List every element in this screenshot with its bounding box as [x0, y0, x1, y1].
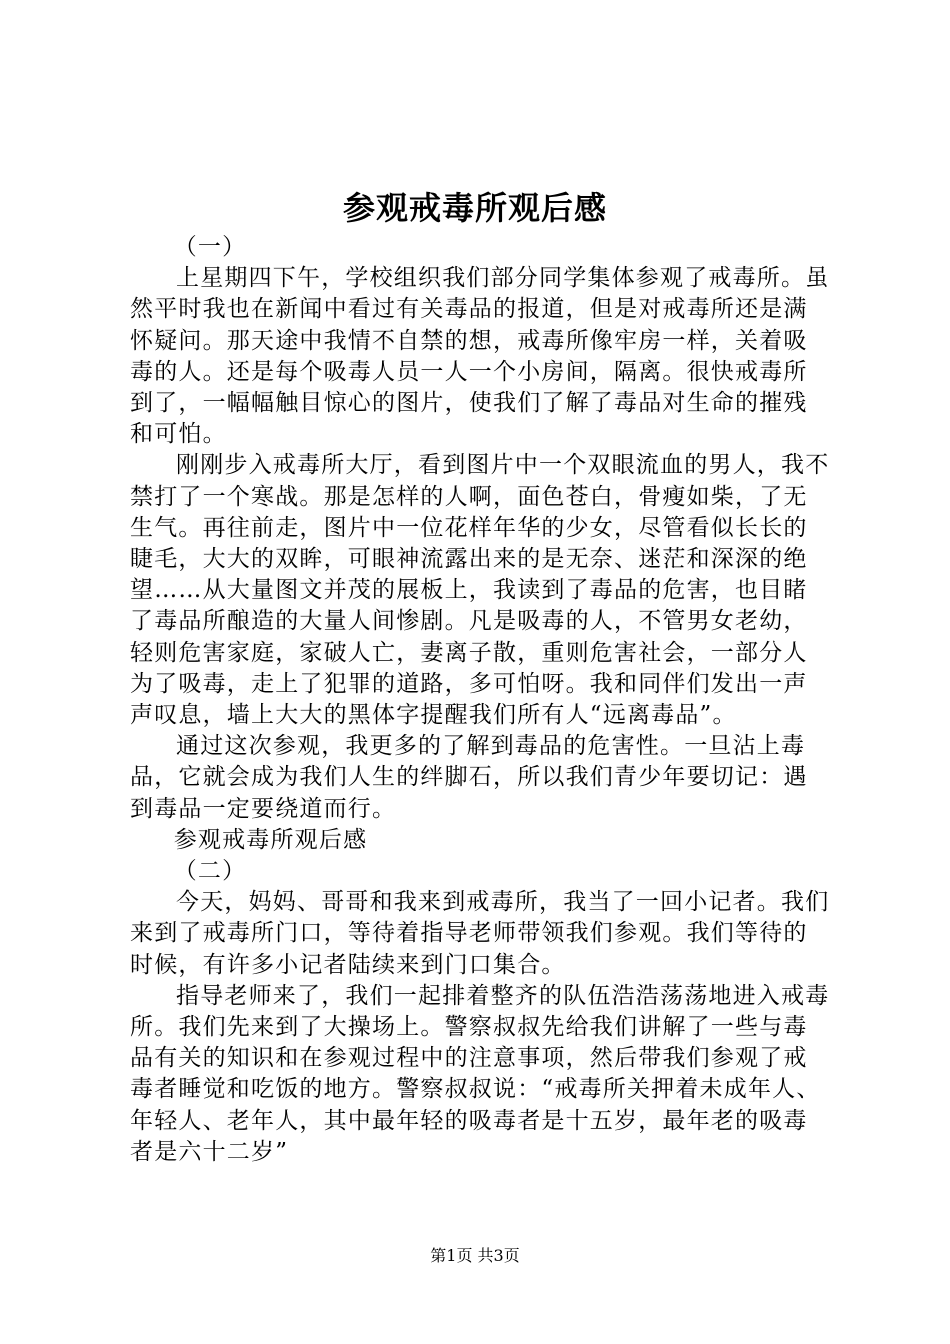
paragraph: 上星期四下午，学校组织我们部分同学集体参观了戒毒所。虽然平时我也在新闻中看过有关毒品的报道，但是对戒毒所还是满怀疑问。那天途中我情不自禁的想，戒毒所像牢房一样，关着吸毒的人。还是每个吸毒人员一人一个小房间，隔离。很快戒毒所到了，一幅幅触目惊心的图片，使我们了解了毒品对生命的摧残和可怕。 — [130, 265, 830, 448]
page-footer: 第1页 共3页 — [430, 1246, 520, 1265]
section-heading: 参观戒毒所观后感 — [173, 826, 368, 853]
section-label-one: （一） — [173, 234, 247, 260]
paragraph: 通过这次参观，我更多的了解到毒品的危害性。一旦沾上毒品，它就会成为我们人生的绊脚石，所以我们青少年要切记：遇到毒品一定要绕道而行。 — [130, 733, 808, 822]
paragraph: 刚刚步入戒毒所大厅，看到图片中一个双眼流血的男人，我不禁打了一个寒战。那是怎样的人啊，面色苍白，骨瘦如柴，了无生气。再往前走，图片中一位花样年华的少女，尽管看似长长的睫毛，大大的双眸，可眼神流露出来的是无奈、迷茫和深深的绝望……从大量图文并茂的展板上，我读到了毒品的危害，也目睹了毒品所酿造的大量人间惨剧。凡是吸毒的人，不管男女老幼，轻则危害家庭，家破人亡，妻离子散，重则危害社会，一部分人为了吸毒，走上了犯罪的道路，多可怕呀。我和同伴们发出一声声叹息，墙上大大的黑体字提醒我们所有人“远离毒品”。 — [130, 452, 830, 729]
document-title: 参观戒毒所观后感 — [342, 189, 607, 227]
paragraph: 指导老师来了，我们一起排着整齐的队伍浩浩荡荡地进入戒毒所。我们先来到了大操场上。警察叔叔先给我们讲解了一些与毒品有关的知识和在参观过程中的注意事项，然后带我们参观了戒毒者睡觉和吃饭的地方。警察叔叔说：“戒毒所关押着未成年人、年轻人、老年人，其中最年轻的吸毒者是十五岁，最年老的吸毒者是六十二岁” — [130, 982, 830, 1165]
section-label-two: （二） — [173, 858, 247, 885]
paragraph: 今天，妈妈、哥哥和我来到戒毒所，我当了一回小记者。我们来到了戒毒所门口，等待着指导老师带领我们参观。我们等待的时候，有许多小记者陆续来到门口集合。 — [130, 889, 830, 978]
document-body — [130, 232, 830, 1168]
